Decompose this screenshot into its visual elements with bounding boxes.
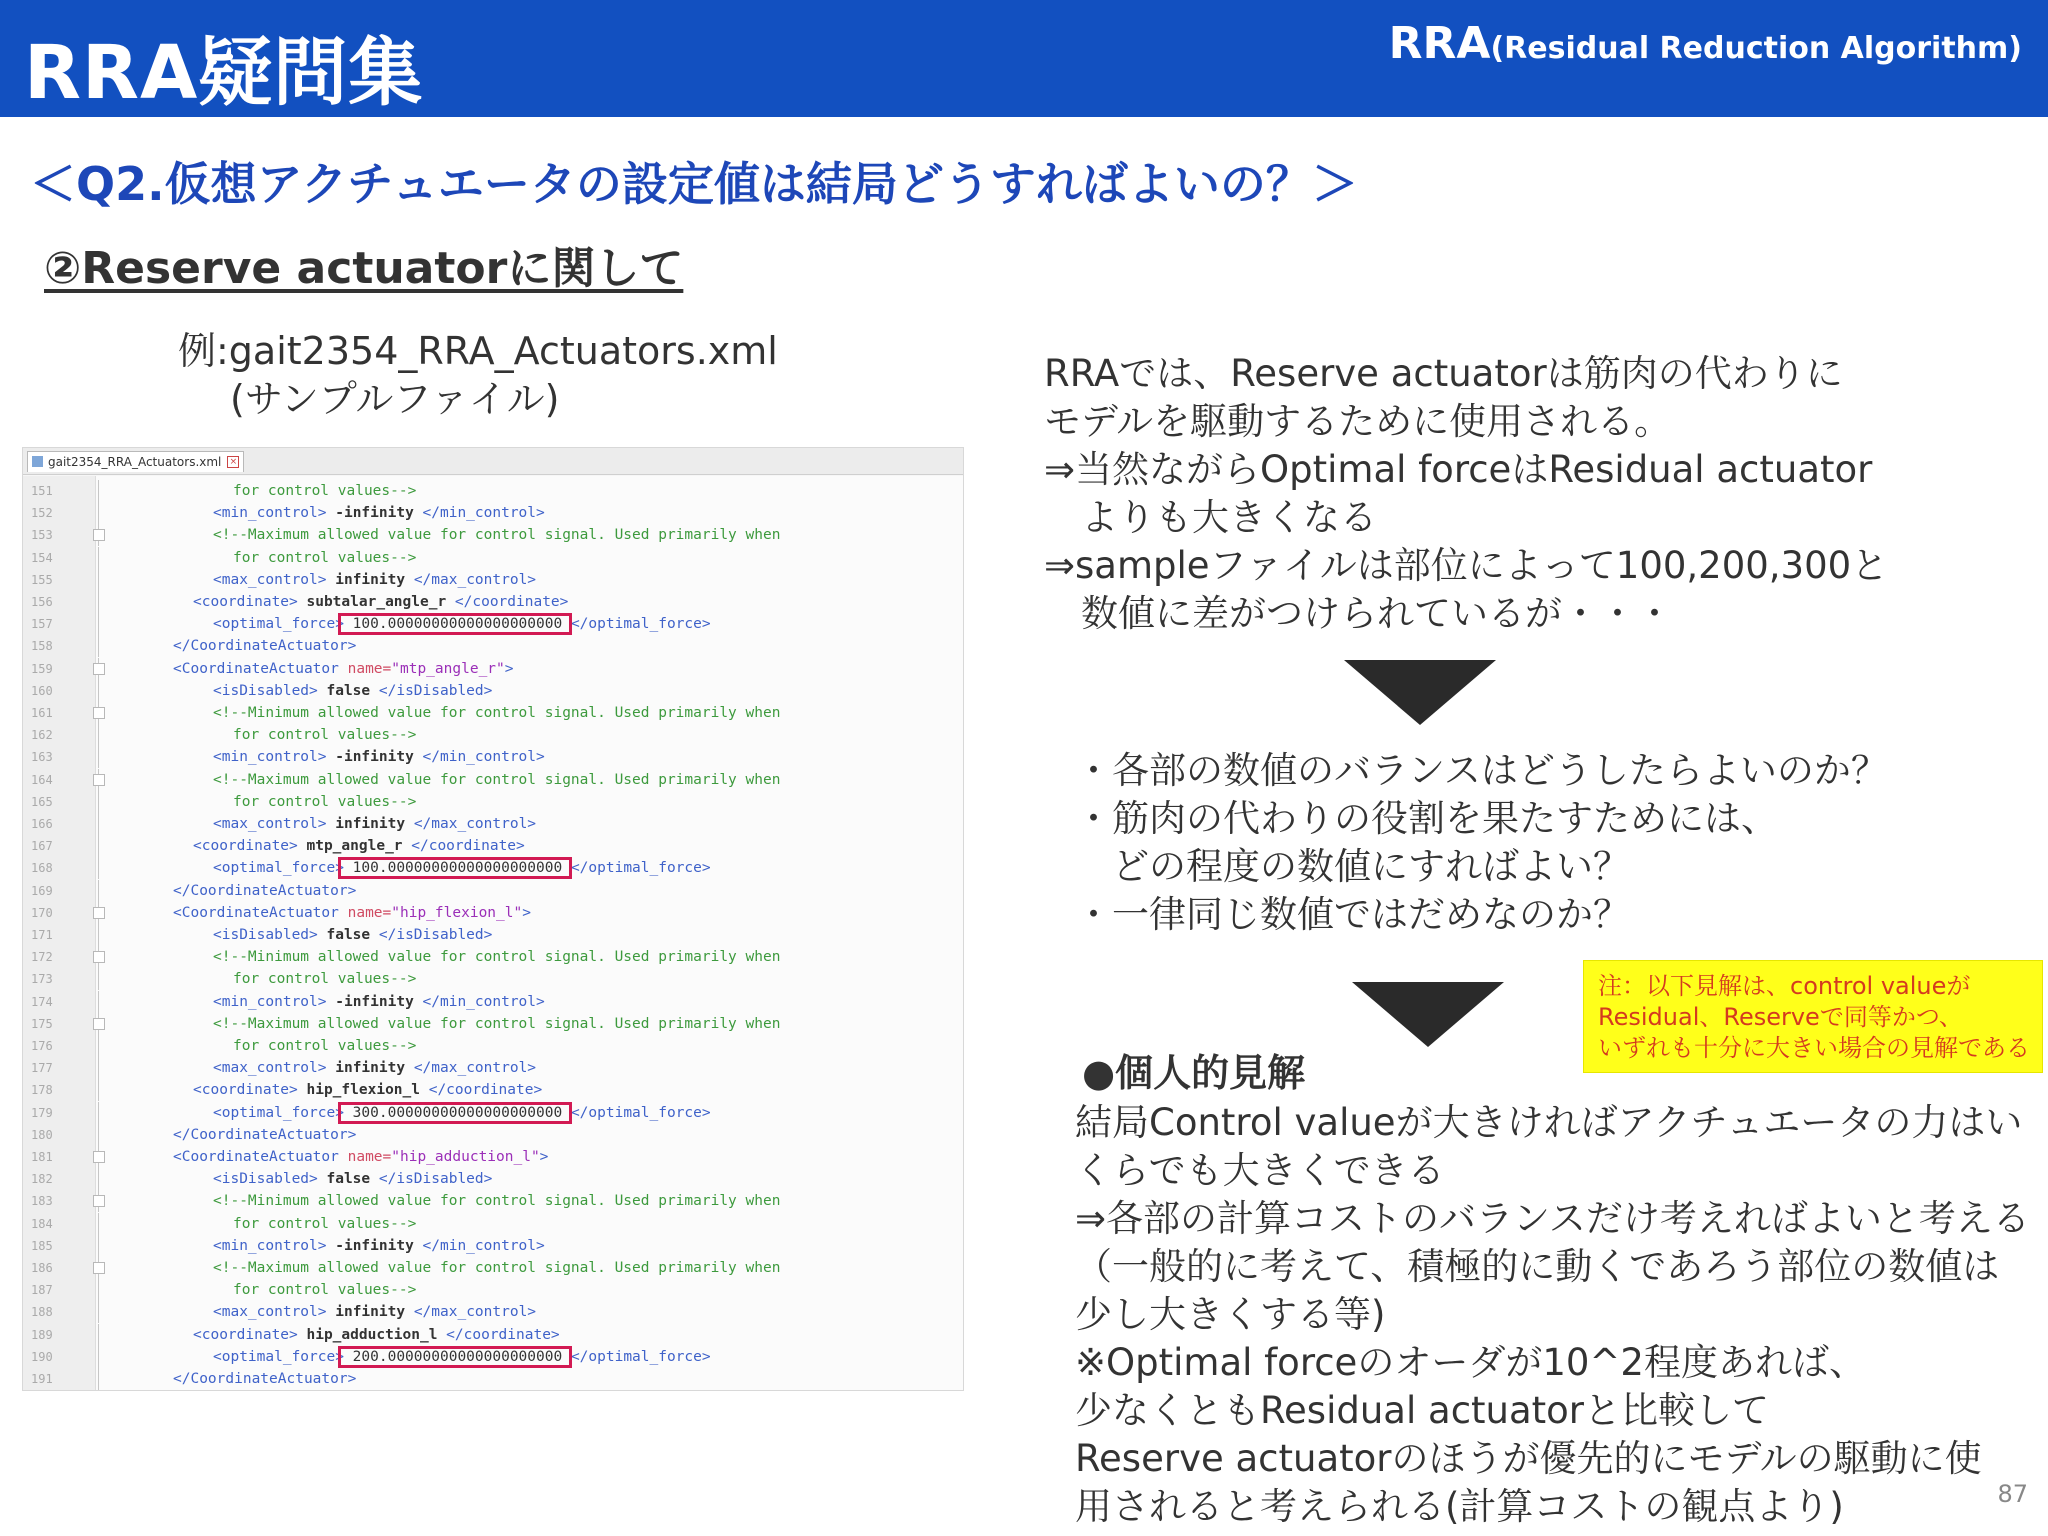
- code-text: [213, 1057, 536, 1079]
- code-line: [23, 1235, 963, 1257]
- code-token: <optimal_force>: [213, 1348, 344, 1365]
- line-number: 153: [31, 528, 53, 543]
- fold-guide: [98, 591, 99, 613]
- code-token: <!--Minimum allowed value for control signal. Used primarily when: [213, 1193, 781, 1210]
- code-token: 100.00000000000000000000: [343, 616, 571, 633]
- code-text: [233, 968, 416, 990]
- code-token: </optimal_force>: [570, 860, 711, 877]
- line-number: 169: [31, 883, 53, 898]
- code-token: </min_control>: [422, 1237, 545, 1254]
- fold-guide: [98, 1079, 99, 1101]
- fold-guide: [98, 835, 99, 857]
- fold-guide: [98, 1168, 99, 1190]
- code-token: <isDisabled>: [213, 682, 318, 699]
- code-text: [213, 1190, 780, 1212]
- code-token: </optimal_force>: [570, 1348, 711, 1365]
- fold-guide: [98, 924, 99, 946]
- code-text: [193, 1324, 560, 1346]
- code-text: [233, 1279, 416, 1301]
- code-token: <!--Maximum allowed value for control signal. Used primarily when: [213, 1015, 781, 1032]
- code-token: </min_control>: [422, 505, 545, 522]
- fold-guide: [98, 1213, 99, 1235]
- code-token: </CoordinateActuator>: [173, 638, 357, 655]
- line-number: 177: [31, 1061, 53, 1076]
- code-token: <optimal_force>: [213, 1104, 344, 1121]
- fold-toggle-icon[interactable]: [93, 951, 105, 963]
- code-line: [23, 880, 963, 902]
- code-line: [23, 857, 963, 879]
- opinion-line: 少し大きくする等): [1075, 1293, 1386, 1336]
- explanation-line: 数値に差がつけられているが・・・: [1044, 592, 1673, 635]
- code-line: [23, 524, 963, 546]
- line-number: 186: [31, 1261, 53, 1275]
- code-line: [23, 1013, 963, 1035]
- code-text: [213, 946, 780, 968]
- code-token: -infinity: [326, 749, 423, 766]
- line-number: 156: [31, 595, 53, 609]
- code-line: [23, 1057, 963, 1079]
- code-token: "hip_adduction_l": [391, 1149, 540, 1165]
- code-token: -infinity: [326, 1237, 423, 1254]
- code-token: <!--Maximum allowed value for control signal. Used primarily when: [213, 1260, 781, 1276]
- code-token: false: [317, 682, 379, 699]
- note-box: [1583, 960, 2043, 1073]
- line-number: 172: [31, 950, 53, 965]
- code-line: [23, 569, 963, 591]
- close-icon[interactable]: ×: [227, 456, 239, 468]
- code-token: </CoordinateActuator>: [173, 1126, 357, 1143]
- code-token: "hip_flexion_l": [391, 904, 523, 921]
- slide-header: [0, 0, 2048, 117]
- fold-guide: [98, 680, 99, 702]
- code-token: infinity: [326, 816, 414, 832]
- code-line: [23, 813, 963, 835]
- code-text: [213, 702, 780, 724]
- optimal-force-highlight: [338, 1102, 572, 1124]
- code-token: false: [317, 927, 379, 943]
- code-token: <!--Minimum allowed value for control signal. Used primarily when: [213, 705, 781, 721]
- line-number: 167: [31, 839, 53, 854]
- code-token: </optimal_force>: [570, 616, 711, 633]
- code-token: <coordinate>: [193, 594, 298, 610]
- down-arrow-2: [1352, 982, 1504, 1047]
- code-token: <coordinate>: [193, 838, 298, 855]
- code-token: <min_control>: [213, 1237, 327, 1254]
- code-line: [23, 680, 963, 702]
- code-token: </CoordinateActuator>: [173, 1371, 357, 1387]
- line-number: 155: [31, 572, 53, 587]
- code-text: [213, 569, 536, 591]
- line-number: 183: [31, 1194, 53, 1209]
- fold-guide: [98, 1279, 99, 1301]
- code-token: >: [504, 660, 514, 677]
- fold-guide: [98, 813, 99, 835]
- line-number: 163: [31, 750, 53, 765]
- line-number: 189: [31, 1327, 53, 1342]
- code-token: -infinity: [326, 505, 423, 522]
- slide-subtitle: [1389, 18, 2022, 69]
- code-token: infinity: [326, 571, 414, 588]
- line-number: 151: [31, 484, 53, 498]
- code-text: [173, 1146, 548, 1168]
- code-token: 300.00000000000000000000: [343, 1104, 571, 1121]
- xml-editor-screenshot: [22, 447, 964, 1391]
- code-token: </max_control>: [413, 1304, 537, 1321]
- optimal-force-highlight: [338, 613, 572, 635]
- note-line: いずれも十分に大きい場合の見解である: [1598, 1034, 2030, 1062]
- fold-toggle-icon[interactable]: [93, 774, 105, 786]
- explanation-line: RRAでは、Reserve actuatorは筋肉の代わりに: [1044, 352, 1843, 395]
- fold-toggle-icon[interactable]: [93, 663, 105, 675]
- line-number: 187: [31, 1283, 53, 1298]
- note-line: Residual、Reserveで同等かつ、: [1598, 1003, 1963, 1031]
- fold-guide: [98, 569, 99, 591]
- code-token: </isDisabled>: [378, 682, 493, 699]
- code-text: [173, 635, 356, 657]
- file-icon: [32, 456, 43, 467]
- code-text: [213, 924, 492, 946]
- code-text: [213, 680, 492, 702]
- code-token: </coordinate>: [454, 594, 569, 610]
- code-line: [23, 1301, 963, 1323]
- code-line: [23, 1213, 963, 1235]
- code-line: [23, 746, 963, 768]
- editor-tab-label: gait2354_RRA_Actuators.xml: [48, 455, 222, 469]
- fold-guide: [98, 1235, 99, 1257]
- code-token: infinity: [326, 1060, 414, 1077]
- line-number: 158: [31, 639, 53, 654]
- code-line: [23, 946, 963, 968]
- code-line: [23, 902, 963, 924]
- code-token: <CoordinateActuator: [173, 1149, 348, 1165]
- explanation-line: よりも大きくなる: [1044, 496, 1377, 539]
- code-token: <max_control>: [213, 1060, 327, 1077]
- optimal-force-highlight: [338, 857, 572, 879]
- code-token: infinity: [326, 1304, 414, 1321]
- line-number: 171: [31, 928, 53, 942]
- example-filename: 例:gait2354_RRA_Actuators.xml: [178, 329, 778, 373]
- line-number: 161: [31, 706, 53, 720]
- explanation-line: モデルを駆動するために使用される。: [1044, 400, 1672, 443]
- code-token: <optimal_force>: [213, 860, 344, 877]
- code-token: <coordinate>: [193, 1326, 298, 1343]
- editor-tab-bar: [23, 448, 963, 475]
- code-text: [173, 902, 531, 924]
- code-line: [23, 991, 963, 1013]
- code-text: [173, 1124, 356, 1146]
- code-token: <!--Minimum allowed value for control signal. Used primarily when: [213, 949, 781, 966]
- fold-toggle-icon[interactable]: [93, 1262, 105, 1274]
- code-line: [23, 835, 963, 857]
- code-text: [213, 1168, 492, 1190]
- code-line: [23, 1279, 963, 1301]
- code-token: </min_control>: [422, 749, 545, 766]
- code-text: [213, 813, 536, 835]
- code-line: [23, 1102, 963, 1124]
- line-number: 180: [31, 1127, 53, 1142]
- code-token: <optimal_force>: [213, 616, 344, 633]
- fold-guide: [98, 746, 99, 768]
- code-line: [23, 502, 963, 524]
- code-text: [193, 835, 525, 857]
- code-text: [233, 1035, 416, 1057]
- code-text: [213, 1235, 545, 1257]
- code-token: </isDisabled>: [378, 1171, 493, 1188]
- code-line: [23, 1079, 963, 1101]
- fold-guide: [98, 880, 99, 902]
- code-text: [233, 547, 416, 569]
- code-text: [173, 1368, 356, 1390]
- code-token: name=: [347, 904, 392, 921]
- fold-toggle-icon[interactable]: [93, 707, 105, 719]
- fold-guide: [98, 1324, 99, 1346]
- code-token: </optimal_force>: [570, 1104, 711, 1121]
- code-token: "mtp_angle_r": [391, 660, 505, 677]
- code-text: [213, 524, 780, 546]
- code-token: <coordinate>: [193, 1082, 298, 1099]
- subtitle-main: RRA: [1388, 18, 1491, 69]
- code-token: </max_control>: [413, 571, 537, 588]
- code-token: name=: [347, 660, 392, 677]
- code-token: hip_flexion_l: [297, 1082, 429, 1099]
- code-line: [23, 1257, 963, 1279]
- code-token: for control values-->: [233, 549, 417, 566]
- line-number: 176: [31, 1039, 53, 1053]
- line-number: 175: [31, 1016, 53, 1031]
- fold-guide: [98, 635, 99, 657]
- code-line: [23, 613, 963, 635]
- code-line: [23, 1168, 963, 1190]
- line-number: 185: [31, 1238, 53, 1253]
- fold-guide: [98, 480, 99, 502]
- code-token: <isDisabled>: [213, 1171, 318, 1188]
- fold-guide: [98, 1057, 99, 1079]
- code-text: [213, 1257, 780, 1279]
- code-token: >: [522, 904, 531, 921]
- code-token: </min_control>: [422, 993, 545, 1010]
- code-token: 100.00000000000000000000: [343, 860, 571, 877]
- line-number: 182: [31, 1172, 53, 1187]
- line-number: 165: [31, 794, 53, 809]
- code-line: [23, 635, 963, 657]
- code-text: [213, 746, 545, 768]
- code-text: [193, 591, 568, 613]
- code-line: [23, 968, 963, 990]
- question-item: ・一律同じ数値ではだめなのか？: [1075, 893, 1630, 936]
- question-item: ・筋肉の代わりの役割を果たすためには、: [1075, 797, 1778, 840]
- code-line: [23, 791, 963, 813]
- code-line: [23, 1035, 963, 1057]
- fold-guide: [98, 1368, 99, 1390]
- note-line: 注：以下見解は、control valueが: [1598, 972, 1971, 1000]
- code-line: [23, 480, 963, 502]
- line-number: 174: [31, 994, 53, 1009]
- code-token: <CoordinateActuator: [173, 660, 348, 677]
- opinion-line: Reserve actuatorのほうが優先的にモデルの駆動に使: [1075, 1437, 1982, 1480]
- code-token: <max_control>: [213, 1304, 327, 1321]
- slide-title: RRA疑問集: [24, 30, 424, 116]
- subtitle-paren: (Residual Reduction Algorithm): [1490, 31, 2022, 66]
- code-token: <max_control>: [213, 816, 327, 832]
- opinion-line: ※Optimal forceのオーダが10^2程度あれば、: [1075, 1341, 1866, 1384]
- fold-toggle-icon[interactable]: [93, 1018, 105, 1030]
- fold-guide: [98, 1346, 99, 1368]
- code-text: [213, 769, 780, 791]
- line-number: 162: [31, 728, 53, 743]
- opinion-line: ⇒各部の計算コストのバランスだけ考えればよいと考える: [1075, 1197, 2030, 1240]
- code-token: <min_control>: [213, 505, 327, 522]
- code-token: for control values-->: [233, 1215, 417, 1232]
- question-item: ・各部の数値のバランスはどうしたらよいのか？: [1075, 749, 1888, 792]
- code-text: [213, 991, 545, 1013]
- code-token: -infinity: [326, 993, 423, 1010]
- fold-toggle-icon[interactable]: [93, 907, 105, 919]
- page-number: 87: [1997, 1480, 2028, 1508]
- down-arrow-1: [1344, 660, 1496, 725]
- line-number: 152: [31, 506, 53, 521]
- code-line: [23, 547, 963, 569]
- code-token: for control values-->: [233, 1038, 417, 1054]
- code-token: subtalar_angle_r: [297, 594, 455, 610]
- line-number: 154: [31, 550, 53, 565]
- fold-guide: [98, 857, 99, 879]
- fold-guide: [98, 547, 99, 569]
- code-text: [213, 1301, 536, 1323]
- code-line: [23, 924, 963, 946]
- line-number: 164: [31, 772, 53, 787]
- line-number: 184: [31, 1216, 53, 1231]
- code-token: <!--Maximum allowed value for control signal. Used primarily when: [213, 527, 781, 544]
- code-token: for control values-->: [233, 1282, 417, 1299]
- line-number: 159: [31, 661, 53, 676]
- opinion-line: （一般的に考えて、積極的に動くであろう部位の数値は: [1075, 1245, 2000, 1288]
- fold-guide: [98, 1301, 99, 1323]
- fold-guide: [98, 968, 99, 990]
- code-token: </max_control>: [413, 1060, 537, 1077]
- code-line: [23, 724, 963, 746]
- code-line: [23, 1124, 963, 1146]
- code-token: <CoordinateActuator: [173, 904, 348, 921]
- fold-guide: [98, 1102, 99, 1124]
- code-text: [233, 791, 416, 813]
- fold-toggle-icon[interactable]: [93, 1151, 105, 1163]
- code-token: </coordinate>: [411, 838, 525, 855]
- code-token: for control values-->: [233, 793, 417, 810]
- editor-tab[interactable]: [27, 451, 244, 472]
- line-number: 166: [31, 817, 53, 831]
- code-token: <max_control>: [213, 571, 327, 588]
- code-text: [233, 1213, 416, 1235]
- fold-guide: [98, 502, 99, 524]
- opinion-heading: ●個人的見解: [1082, 1051, 1306, 1095]
- line-number: 188: [31, 1305, 53, 1320]
- code-line: [23, 1146, 963, 1168]
- code-text: [193, 1079, 542, 1101]
- code-line: [23, 1368, 963, 1390]
- optimal-force-highlight: [338, 1346, 572, 1368]
- code-line: [23, 1190, 963, 1212]
- code-token: </isDisabled>: [378, 927, 493, 943]
- code-token: </CoordinateActuator>: [173, 882, 357, 899]
- code-line: [23, 591, 963, 613]
- explanation-line: ⇒sampleファイルは部位によって100,200,300と: [1044, 544, 1889, 587]
- code-token: <!--Maximum allowed value for control signal. Used primarily when: [213, 771, 781, 788]
- opinion-line: 少なくともResidual actuatorと比較して: [1075, 1389, 1770, 1432]
- code-line: [23, 769, 963, 791]
- line-number: 179: [31, 1105, 53, 1120]
- question-heading: ＜Q2.仮想アクチュエータの設定値は結局どうすればよいの？＞: [30, 157, 1358, 211]
- fold-toggle-icon[interactable]: [93, 529, 105, 541]
- editor-body: [23, 476, 963, 1390]
- line-number: 173: [31, 972, 53, 987]
- fold-guide: [98, 1035, 99, 1057]
- line-number: 191: [31, 1372, 53, 1386]
- code-token: false: [317, 1171, 379, 1188]
- fold-guide: [98, 1124, 99, 1146]
- line-number: 170: [31, 905, 53, 920]
- code-token: </coordinate>: [428, 1082, 543, 1099]
- code-token: </max_control>: [413, 816, 537, 832]
- code-token: >: [539, 1149, 549, 1165]
- code-text: [233, 724, 416, 746]
- line-number: 190: [31, 1349, 53, 1364]
- fold-guide: [98, 724, 99, 746]
- code-line: [23, 658, 963, 680]
- code-token: for control values-->: [233, 971, 417, 988]
- question-item: どの程度の数値にすればよい？: [1075, 845, 1630, 888]
- section-heading: ②Reserve actuatorに関して: [44, 243, 684, 294]
- code-token: <min_control>: [213, 749, 327, 766]
- code-line: [23, 702, 963, 724]
- code-token: <isDisabled>: [213, 927, 318, 943]
- example-caption: (サンプルファイル): [230, 377, 560, 421]
- line-number: 168: [31, 861, 53, 876]
- code-token: </coordinate>: [446, 1326, 560, 1343]
- fold-guide: [98, 613, 99, 635]
- code-token: for control values-->: [233, 727, 417, 744]
- code-token: mtp_angle_r: [297, 838, 412, 855]
- code-text: [173, 880, 356, 902]
- opinion-line: 用されると考えられる(計算コストの観点より): [1075, 1485, 1844, 1528]
- code-text: [173, 658, 514, 680]
- code-token: for control values-->: [233, 483, 417, 499]
- explanation-line: ⇒当然ながらOptimal forceはResidual actuator: [1044, 448, 1873, 491]
- line-number: 178: [31, 1083, 53, 1098]
- opinion-line: くらでも大きくできる: [1075, 1149, 1445, 1192]
- fold-guide: [98, 791, 99, 813]
- code-text: [213, 1013, 780, 1035]
- code-line: [23, 1346, 963, 1368]
- opinion-line: 結局Control valueが大きければアクチュエータの力はい: [1075, 1101, 2023, 1144]
- code-token: <min_control>: [213, 993, 327, 1010]
- line-number: 160: [31, 683, 53, 698]
- code-text: [213, 502, 545, 524]
- code-line: [23, 1324, 963, 1346]
- fold-toggle-icon[interactable]: [93, 1195, 105, 1207]
- code-token: hip_adduction_l: [297, 1326, 447, 1343]
- code-token: 200.00000000000000000000: [343, 1348, 571, 1365]
- line-number: 181: [31, 1150, 53, 1164]
- code-token: name=: [347, 1149, 392, 1165]
- line-number: 157: [31, 617, 53, 632]
- code-text: [233, 480, 416, 502]
- fold-guide: [98, 991, 99, 1013]
